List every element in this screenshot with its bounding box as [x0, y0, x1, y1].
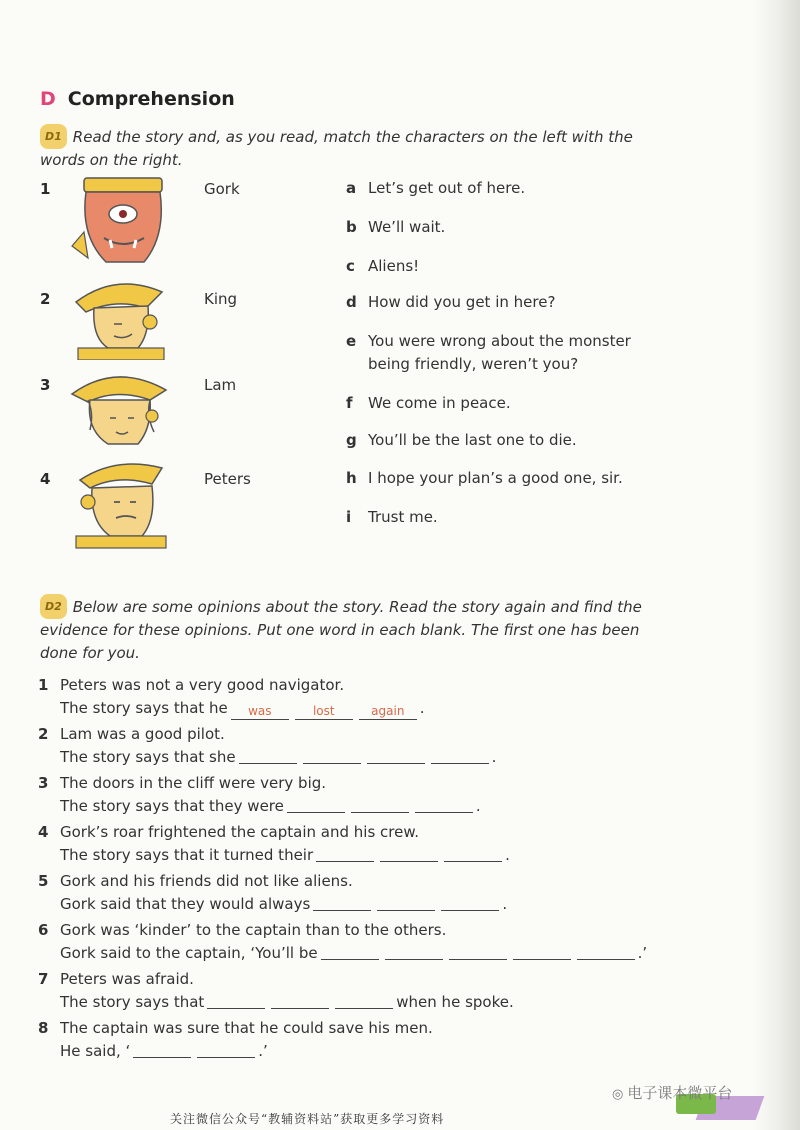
- item-number: 1: [38, 676, 49, 694]
- d1-badge: D1: [40, 124, 67, 149]
- character-number: 2: [40, 290, 51, 308]
- section-letter: D: [40, 88, 56, 110]
- character-name: Peters: [204, 470, 251, 488]
- answer-blank[interactable]: [577, 943, 635, 960]
- item-opinion: Gork was ‘kinder’ to the captain than to the others.: [60, 921, 447, 939]
- d2-badge: D2: [40, 594, 67, 619]
- quote-item: [346, 467, 666, 490]
- quote-letter: i: [346, 508, 352, 526]
- quote-text: Let’s get out of here.: [368, 179, 526, 197]
- evidence-suffix: .: [475, 797, 481, 815]
- d2-instruction-text: Below are some opinions about the story. Read the story again and find the evidence for these opinions. Put one word in each blank. The first one has been done for you.: [40, 598, 642, 662]
- evidence-suffix: .: [502, 895, 508, 913]
- quote-item: [346, 291, 666, 314]
- answer-blank[interactable]: [377, 894, 435, 911]
- quote-text: You’ll be the last one to die.: [368, 431, 577, 449]
- evidence-prefix: The story says that she: [60, 748, 236, 766]
- item-evidence: [60, 942, 698, 965]
- exercise-item: [38, 968, 698, 1014]
- section-title: Comprehension: [67, 88, 235, 110]
- quote-text: We’ll wait.: [368, 218, 446, 236]
- exercise-item: [38, 821, 698, 867]
- item-number: 7: [38, 970, 49, 988]
- answer-blank[interactable]: [380, 845, 438, 862]
- answer-blank[interactable]: [197, 1041, 255, 1058]
- item-opinion: The captain was sure that he could save his men.: [60, 1019, 433, 1037]
- character-name: Gork: [204, 180, 240, 198]
- answer-blank[interactable]: [449, 943, 507, 960]
- item-evidence: [60, 991, 698, 1014]
- exercise-item: [38, 919, 698, 965]
- quote-item: [346, 330, 666, 376]
- item-opinion: Peters was not a very good navigator.: [60, 676, 345, 694]
- answer-blank[interactable]: [335, 992, 393, 1009]
- item-evidence: [60, 697, 698, 720]
- item-opinion: Lam was a good pilot.: [60, 725, 225, 743]
- page-edge-shadow: [752, 0, 800, 1130]
- answer-blank[interactable]: [313, 894, 371, 911]
- quote-text: We come in peace.: [368, 394, 511, 412]
- answer-blank[interactable]: [444, 845, 502, 862]
- character-name: Lam: [204, 376, 237, 394]
- wechat-icon: ◎: [612, 1087, 624, 1102]
- answer-blank[interactable]: [133, 1041, 191, 1058]
- evidence-suffix: .’: [258, 1042, 268, 1060]
- evidence-suffix: .: [419, 699, 425, 717]
- exercise-item: [38, 870, 698, 916]
- answer-blank[interactable]: [321, 943, 379, 960]
- quote-item: [346, 255, 666, 278]
- answer-blank[interactable]: [351, 796, 409, 813]
- evidence-suffix: when he spoke.: [396, 993, 514, 1011]
- quote-item: [346, 506, 666, 529]
- item-number: 5: [38, 872, 49, 890]
- quote-letter: f: [346, 394, 353, 412]
- exercise-item: [38, 772, 698, 818]
- item-number: 3: [38, 774, 49, 792]
- answer-blank[interactable]: [367, 747, 425, 764]
- quote-letter: h: [346, 469, 357, 487]
- quote-text: You were wrong about the monster being friendly, weren’t you?: [368, 332, 631, 373]
- item-number: 4: [38, 823, 49, 841]
- answer-blank[interactable]: [385, 943, 443, 960]
- king-illustration: [66, 278, 176, 360]
- item-number: 2: [38, 725, 49, 743]
- watermark: [612, 1082, 732, 1103]
- character-number: 4: [40, 470, 51, 488]
- evidence-prefix: The story says that he: [60, 699, 228, 717]
- answer-blank[interactable]: was: [231, 703, 289, 720]
- exercise-item: [38, 723, 698, 769]
- quote-letter: c: [346, 257, 355, 275]
- item-evidence: [60, 844, 698, 867]
- lam-illustration: [66, 366, 176, 454]
- evidence-suffix: .: [505, 846, 510, 864]
- exercise-item: [38, 674, 698, 720]
- quote-text: Trust me.: [368, 508, 438, 526]
- answer-blank[interactable]: [239, 747, 297, 764]
- answer-blank[interactable]: [431, 747, 489, 764]
- evidence-suffix: .’: [637, 944, 648, 962]
- answer-blank[interactable]: [415, 796, 473, 813]
- evidence-prefix: The story says that it turned their: [60, 846, 314, 864]
- watermark-text: 电子课本微平台: [627, 1084, 733, 1102]
- item-opinion: The doors in the cliff were very big.: [60, 774, 327, 792]
- quote-text: I hope your plan’s a good one, sir.: [368, 469, 623, 487]
- footer-note: 关注微信公众号“教辅资料站”获取更多学习资料: [170, 1112, 445, 1126]
- quote-letter: d: [346, 293, 357, 311]
- answer-blank[interactable]: [271, 992, 329, 1009]
- item-opinion: Peters was afraid.: [60, 970, 194, 988]
- quote-item: [346, 429, 666, 452]
- answer-blank[interactable]: [316, 845, 374, 862]
- item-evidence: [60, 746, 698, 769]
- answer-blank[interactable]: [287, 796, 345, 813]
- answer-blank[interactable]: [441, 894, 499, 911]
- evidence-prefix: Gork said that they would always: [60, 895, 311, 913]
- item-number: 6: [38, 921, 49, 939]
- item-number: 8: [38, 1019, 49, 1037]
- evidence-prefix: The story says that: [60, 993, 205, 1011]
- evidence-prefix: Gork said to the captain, ‘You’ll be: [60, 944, 318, 962]
- item-opinion: Gork’s roar frightened the captain and his crew.: [60, 823, 420, 841]
- quote-letter: e: [346, 332, 357, 350]
- character-name: King: [204, 290, 238, 308]
- item-evidence: [60, 893, 698, 916]
- peters-illustration: [66, 458, 176, 550]
- character-number: 3: [40, 376, 51, 394]
- answer-blank[interactable]: lost: [295, 703, 353, 720]
- evidence-prefix: The story says that they were: [60, 797, 284, 815]
- d1-instruction: [40, 124, 680, 172]
- answer-blank[interactable]: [513, 943, 571, 960]
- character-number: 1: [40, 180, 51, 198]
- gork-illustration: [66, 176, 176, 268]
- d1-instruction-text: Read the story and, as you read, match the characters on the left with the words on the right.: [40, 128, 633, 169]
- exercise-item: [38, 1017, 698, 1063]
- quote-text: Aliens!: [368, 257, 420, 275]
- evidence-prefix: He said, ‘: [60, 1042, 131, 1060]
- quote-item: [346, 177, 666, 200]
- quote-item: [346, 216, 666, 239]
- item-opinion: Gork and his friends did not like aliens.: [60, 872, 353, 890]
- evidence-suffix: .: [491, 748, 497, 766]
- answer-blank[interactable]: again: [359, 703, 417, 720]
- answer-blank[interactable]: [207, 992, 265, 1009]
- section-heading: [40, 88, 235, 110]
- quote-letter: g: [346, 431, 357, 449]
- d2-instruction: [40, 594, 680, 665]
- quote-letter: b: [346, 218, 357, 236]
- answer-blank[interactable]: [303, 747, 361, 764]
- item-evidence: [60, 795, 698, 818]
- item-evidence: [60, 1040, 698, 1063]
- quote-item: [346, 392, 666, 415]
- quote-text: How did you get in here?: [368, 293, 556, 311]
- quote-letter: a: [346, 179, 357, 197]
